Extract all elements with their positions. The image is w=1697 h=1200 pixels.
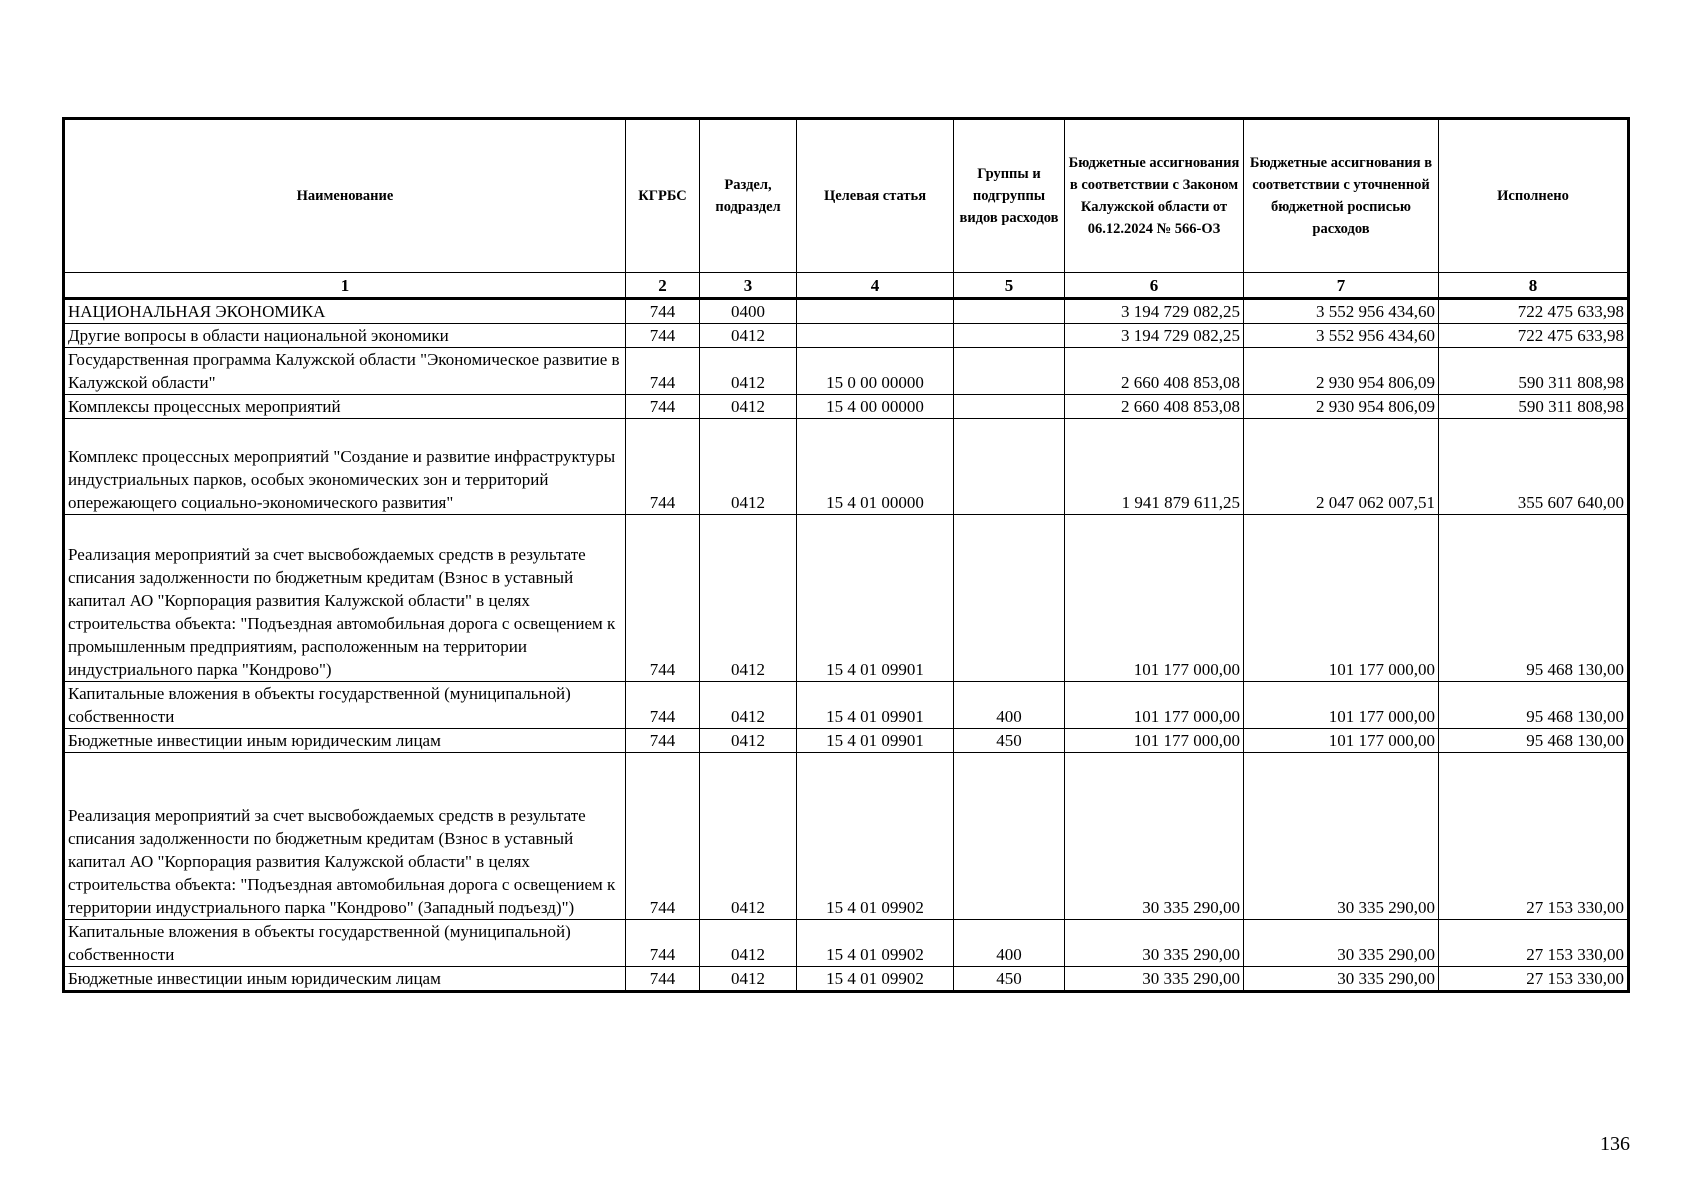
page-number: 136	[1600, 1133, 1630, 1155]
cell-plan: 2 930 954 806,09	[1244, 348, 1439, 395]
cell-vr	[954, 753, 1065, 920]
cell-done: 95 468 130,00	[1439, 682, 1629, 729]
cell-cs: 15 4 00 00000	[797, 395, 954, 419]
table-row	[64, 753, 1629, 920]
col-num: 8	[1439, 273, 1629, 299]
col-num: 2	[626, 273, 700, 299]
cell-vr	[954, 395, 1065, 419]
cell-kgrbs: 744	[626, 682, 700, 729]
cell-vr	[954, 515, 1065, 682]
table-row	[64, 920, 1629, 967]
cell-kgrbs: 744	[626, 920, 700, 967]
cell-cs: 15 4 01 09902	[797, 753, 954, 920]
cell-plan: 101 177 000,00	[1244, 515, 1439, 682]
cell-name: Бюджетные инвестиции иным юридическим лицам	[64, 729, 626, 753]
cell-done: 95 468 130,00	[1439, 729, 1629, 753]
cell-law: 1 941 879 611,25	[1065, 419, 1244, 515]
cell-plan: 2 930 954 806,09	[1244, 395, 1439, 419]
cell-name: Государственная программа Калужской области "Экономическое развитие в Калужской области"	[64, 348, 626, 395]
table-row	[64, 324, 1629, 348]
col-num: 5	[954, 273, 1065, 299]
cell-kgrbs: 744	[626, 299, 700, 324]
cell-name: Комплексы процессных мероприятий	[64, 395, 626, 419]
cell-kgrbs: 744	[626, 729, 700, 753]
header-expense-groups: Группы и подгруппы видов расходов	[954, 119, 1065, 273]
cell-law: 101 177 000,00	[1065, 729, 1244, 753]
cell-kgrbs: 744	[626, 753, 700, 920]
cell-done: 27 153 330,00	[1439, 753, 1629, 920]
cell-law: 30 335 290,00	[1065, 753, 1244, 920]
cell-vr	[954, 324, 1065, 348]
cell-vr	[954, 299, 1065, 324]
cell-kgrbs: 744	[626, 515, 700, 682]
cell-vr	[954, 419, 1065, 515]
cell-plan: 30 335 290,00	[1244, 753, 1439, 920]
cell-cs: 15 4 01 09902	[797, 967, 954, 992]
cell-done: 590 311 808,98	[1439, 395, 1629, 419]
cell-law: 3 194 729 082,25	[1065, 299, 1244, 324]
cell-razdel: 0412	[700, 682, 797, 729]
col-num: 3	[700, 273, 797, 299]
table-row	[64, 395, 1629, 419]
cell-kgrbs: 744	[626, 395, 700, 419]
cell-cs: 15 4 01 09901	[797, 515, 954, 682]
cell-razdel: 0412	[700, 753, 797, 920]
col-num: 4	[797, 273, 954, 299]
header-kgrbs: КГРБС	[626, 119, 700, 273]
cell-done: 355 607 640,00	[1439, 419, 1629, 515]
cell-done: 722 475 633,98	[1439, 324, 1629, 348]
cell-name: Бюджетные инвестиции иным юридическим лицам	[64, 967, 626, 992]
cell-name: Капитальные вложения в объекты государственной (муниципальной) собственности	[64, 682, 626, 729]
cell-razdel: 0412	[700, 395, 797, 419]
col-num: 1	[64, 273, 626, 299]
cell-cs: 15 4 01 09902	[797, 920, 954, 967]
cell-plan: 3 552 956 434,60	[1244, 299, 1439, 324]
table-row	[64, 967, 1629, 992]
cell-done: 27 153 330,00	[1439, 967, 1629, 992]
cell-name: Комплекс процессных мероприятий "Создание и развитие инфраструктуры индустриальных парков, особых экономических зон и территорий опережающего социально-экономического развития"	[64, 419, 626, 515]
cell-plan: 30 335 290,00	[1244, 920, 1439, 967]
budget-table	[62, 117, 1630, 993]
cell-law: 2 660 408 853,08	[1065, 348, 1244, 395]
cell-plan: 101 177 000,00	[1244, 682, 1439, 729]
cell-vr: 400	[954, 920, 1065, 967]
cell-name: Реализация мероприятий за счет высвобождаемых средств в результате списания задолженности по бюджетным кредитам (Взнос в уставный капитал АО "Корпорация развития Калужской области" в целях строительства объекта: "Подъездная автомобильная дорога с освещением к территории индустриального парка "Кондрово" (Западный подъезд)")	[64, 753, 626, 920]
table-row	[64, 299, 1629, 324]
cell-razdel: 0412	[700, 729, 797, 753]
cell-razdel: 0412	[700, 348, 797, 395]
column-number-row	[64, 273, 1629, 299]
cell-cs	[797, 299, 954, 324]
cell-plan: 3 552 956 434,60	[1244, 324, 1439, 348]
cell-razdel: 0412	[700, 419, 797, 515]
header-name: Наименование	[64, 119, 626, 273]
cell-cs: 15 4 01 09901	[797, 682, 954, 729]
cell-done: 590 311 808,98	[1439, 348, 1629, 395]
cell-kgrbs: 744	[626, 348, 700, 395]
cell-kgrbs: 744	[626, 967, 700, 992]
cell-law: 101 177 000,00	[1065, 515, 1244, 682]
cell-cs: 15 4 01 09901	[797, 729, 954, 753]
col-num: 6	[1065, 273, 1244, 299]
header-row	[64, 119, 1629, 273]
table-row	[64, 682, 1629, 729]
header-executed: Исполнено	[1439, 119, 1629, 273]
cell-cs: 15 4 01 00000	[797, 419, 954, 515]
cell-razdel: 0412	[700, 324, 797, 348]
cell-law: 30 335 290,00	[1065, 920, 1244, 967]
cell-razdel: 0412	[700, 515, 797, 682]
cell-cs	[797, 324, 954, 348]
cell-plan: 30 335 290,00	[1244, 967, 1439, 992]
cell-plan: 2 047 062 007,51	[1244, 419, 1439, 515]
table-row	[64, 348, 1629, 395]
table-row	[64, 419, 1629, 515]
cell-cs: 15 0 00 00000	[797, 348, 954, 395]
header-target-article: Целевая статья	[797, 119, 954, 273]
cell-law: 101 177 000,00	[1065, 682, 1244, 729]
header-razdel: Раздел, подраздел	[700, 119, 797, 273]
cell-done: 95 468 130,00	[1439, 515, 1629, 682]
cell-razdel: 0412	[700, 920, 797, 967]
cell-law: 30 335 290,00	[1065, 967, 1244, 992]
table-row	[64, 729, 1629, 753]
cell-razdel: 0412	[700, 967, 797, 992]
cell-vr: 450	[954, 729, 1065, 753]
col-num: 7	[1244, 273, 1439, 299]
cell-vr	[954, 348, 1065, 395]
cell-name: Другие вопросы в области национальной экономики	[64, 324, 626, 348]
cell-done: 27 153 330,00	[1439, 920, 1629, 967]
cell-kgrbs: 744	[626, 419, 700, 515]
cell-law: 3 194 729 082,25	[1065, 324, 1244, 348]
header-law-allocations: Бюджетные ассигнования в соответствии с Законом Калужской области от 06.12.2024 № 566-ОЗ	[1065, 119, 1244, 273]
cell-law: 2 660 408 853,08	[1065, 395, 1244, 419]
cell-name: Капитальные вложения в объекты государственной (муниципальной) собственности	[64, 920, 626, 967]
cell-plan: 101 177 000,00	[1244, 729, 1439, 753]
cell-vr: 400	[954, 682, 1065, 729]
cell-name: Реализация мероприятий за счет высвобождаемых средств в результате списания задолженности по бюджетным кредитам (Взнос в уставный капитал АО "Корпорация развития Калужской области" в целях строительства объекта: "Подъездная автомобильная дорога с освещением к промышленным предприятиям, расположенным на территории индустриального парка "Кондрово")	[64, 515, 626, 682]
cell-vr: 450	[954, 967, 1065, 992]
header-plan-allocations: Бюджетные ассигнования в соответствии с уточненной бюджетной росписью расходов	[1244, 119, 1439, 273]
cell-name: НАЦИОНАЛЬНАЯ ЭКОНОМИКА	[64, 299, 626, 324]
table-row	[64, 515, 1629, 682]
cell-kgrbs: 744	[626, 324, 700, 348]
cell-razdel: 0400	[700, 299, 797, 324]
cell-done: 722 475 633,98	[1439, 299, 1629, 324]
